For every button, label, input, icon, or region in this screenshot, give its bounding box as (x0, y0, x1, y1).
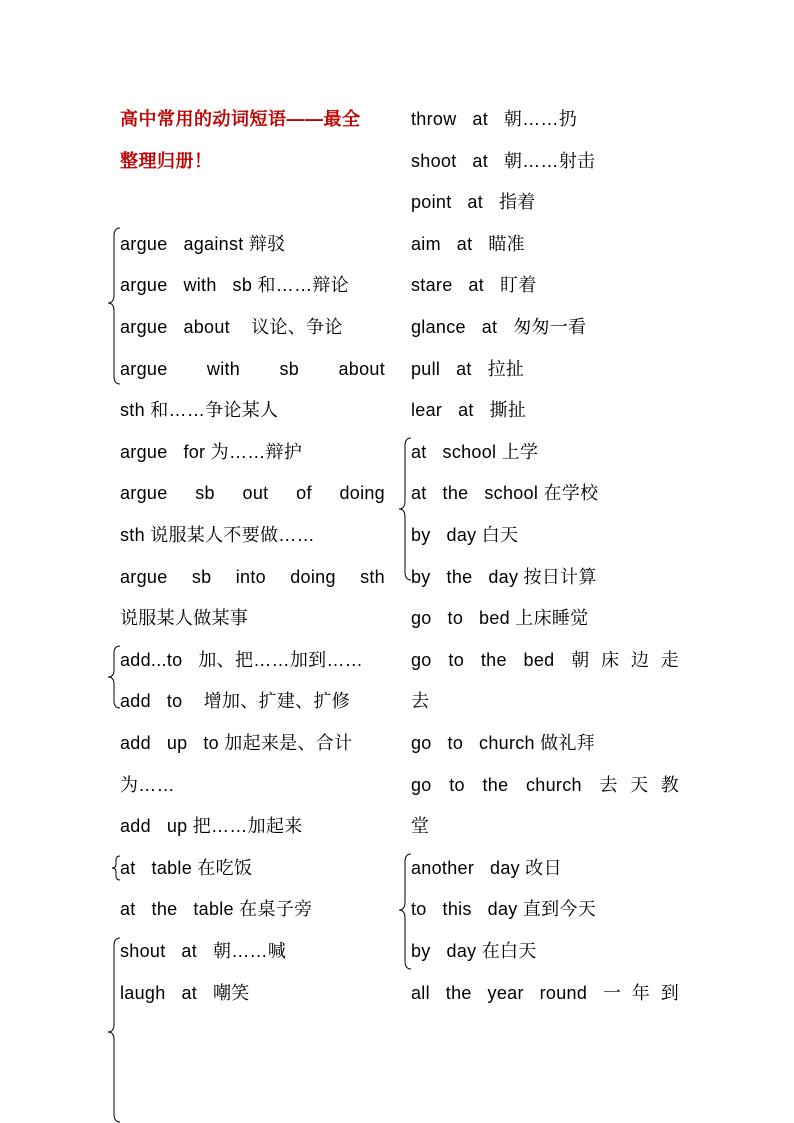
phrase-line: argue with sb 和……辩论 (120, 275, 349, 295)
phrase-line: 说服某人做某事 (120, 608, 249, 628)
phrase-line: shoot at 朝……射击 (411, 151, 596, 171)
phrase-line: pull at 拉扯 (411, 359, 525, 379)
left-brace-shout-laugh (108, 938, 120, 1122)
phrase-line: by day 在白天 (411, 941, 537, 961)
phrase-line: argue with sb about (120, 359, 385, 379)
document-title-line-2: 整理归册！ (120, 151, 213, 171)
phrase-line: argue against 辩驳 (120, 234, 286, 254)
phrase-line: argue sb into doing sth (120, 567, 385, 587)
phrase-line: argue sb out of doing (120, 483, 385, 503)
phrase-line: go to the church 去天教 (411, 775, 679, 795)
phrase-line: at school 上学 (411, 442, 539, 462)
phrase-line: by the day 按日计算 (411, 567, 597, 587)
phrase-line: add up to 加起来是、合计 (120, 733, 353, 753)
phrase-line: all the year round 一年到 (411, 983, 679, 1003)
phrase-line: go to church 做礼拜 (411, 733, 596, 753)
phrase-line: shout at 朝……喊 (120, 941, 287, 961)
phrase-line: sth 和……争论某人 (120, 400, 279, 420)
phrase-line: at the table 在桌子旁 (120, 899, 313, 919)
phrase-line: throw at 朝……扔 (411, 109, 578, 129)
right-brace-day (399, 854, 411, 969)
phrase-line: by day 白天 (411, 525, 519, 545)
phrase-line: at the school 在学校 (411, 483, 599, 503)
phrase-line: add...to 加、把……加到…… (120, 650, 364, 670)
left-brace-add (108, 646, 120, 708)
phrase-line: another day 改日 (411, 858, 562, 878)
left-brace-at-table (112, 856, 120, 880)
phrase-line: 去 (411, 691, 430, 711)
phrase-line: 堂 (411, 816, 430, 836)
phrase-line: add to 增加、扩建、扩修 (120, 691, 351, 711)
right-brace-school-day (399, 438, 411, 580)
left-brace-argue (108, 228, 120, 384)
phrase-line: stare at 盯着 (411, 275, 537, 295)
phrase-line: lear at 撕扯 (411, 400, 527, 420)
phrase-line: aim at 瞄准 (411, 234, 525, 254)
document-title-line-1: 高中常用的动词短语——最全 (120, 109, 361, 129)
phrase-line: go to bed 上床睡觉 (411, 608, 589, 628)
phrase-line: argue about 议论、争论 (120, 317, 343, 337)
phrase-line: point at 指着 (411, 192, 536, 212)
phrase-line: laugh at 嘲笑 (120, 983, 250, 1003)
phrase-line: glance at 匆匆一看 (411, 317, 587, 337)
phrase-line: to this day 直到今天 (411, 899, 597, 919)
phrase-line: argue for 为……辩护 (120, 442, 303, 462)
phrase-line: at table 在吃饭 (120, 858, 253, 878)
phrase-line: add up 把……加起来 (120, 816, 303, 836)
phrase-line: sth 说服某人不要做…… (120, 525, 315, 545)
phrase-line: go to the bed 朝床边走 (411, 650, 679, 670)
phrase-line: 为…… (120, 775, 175, 795)
